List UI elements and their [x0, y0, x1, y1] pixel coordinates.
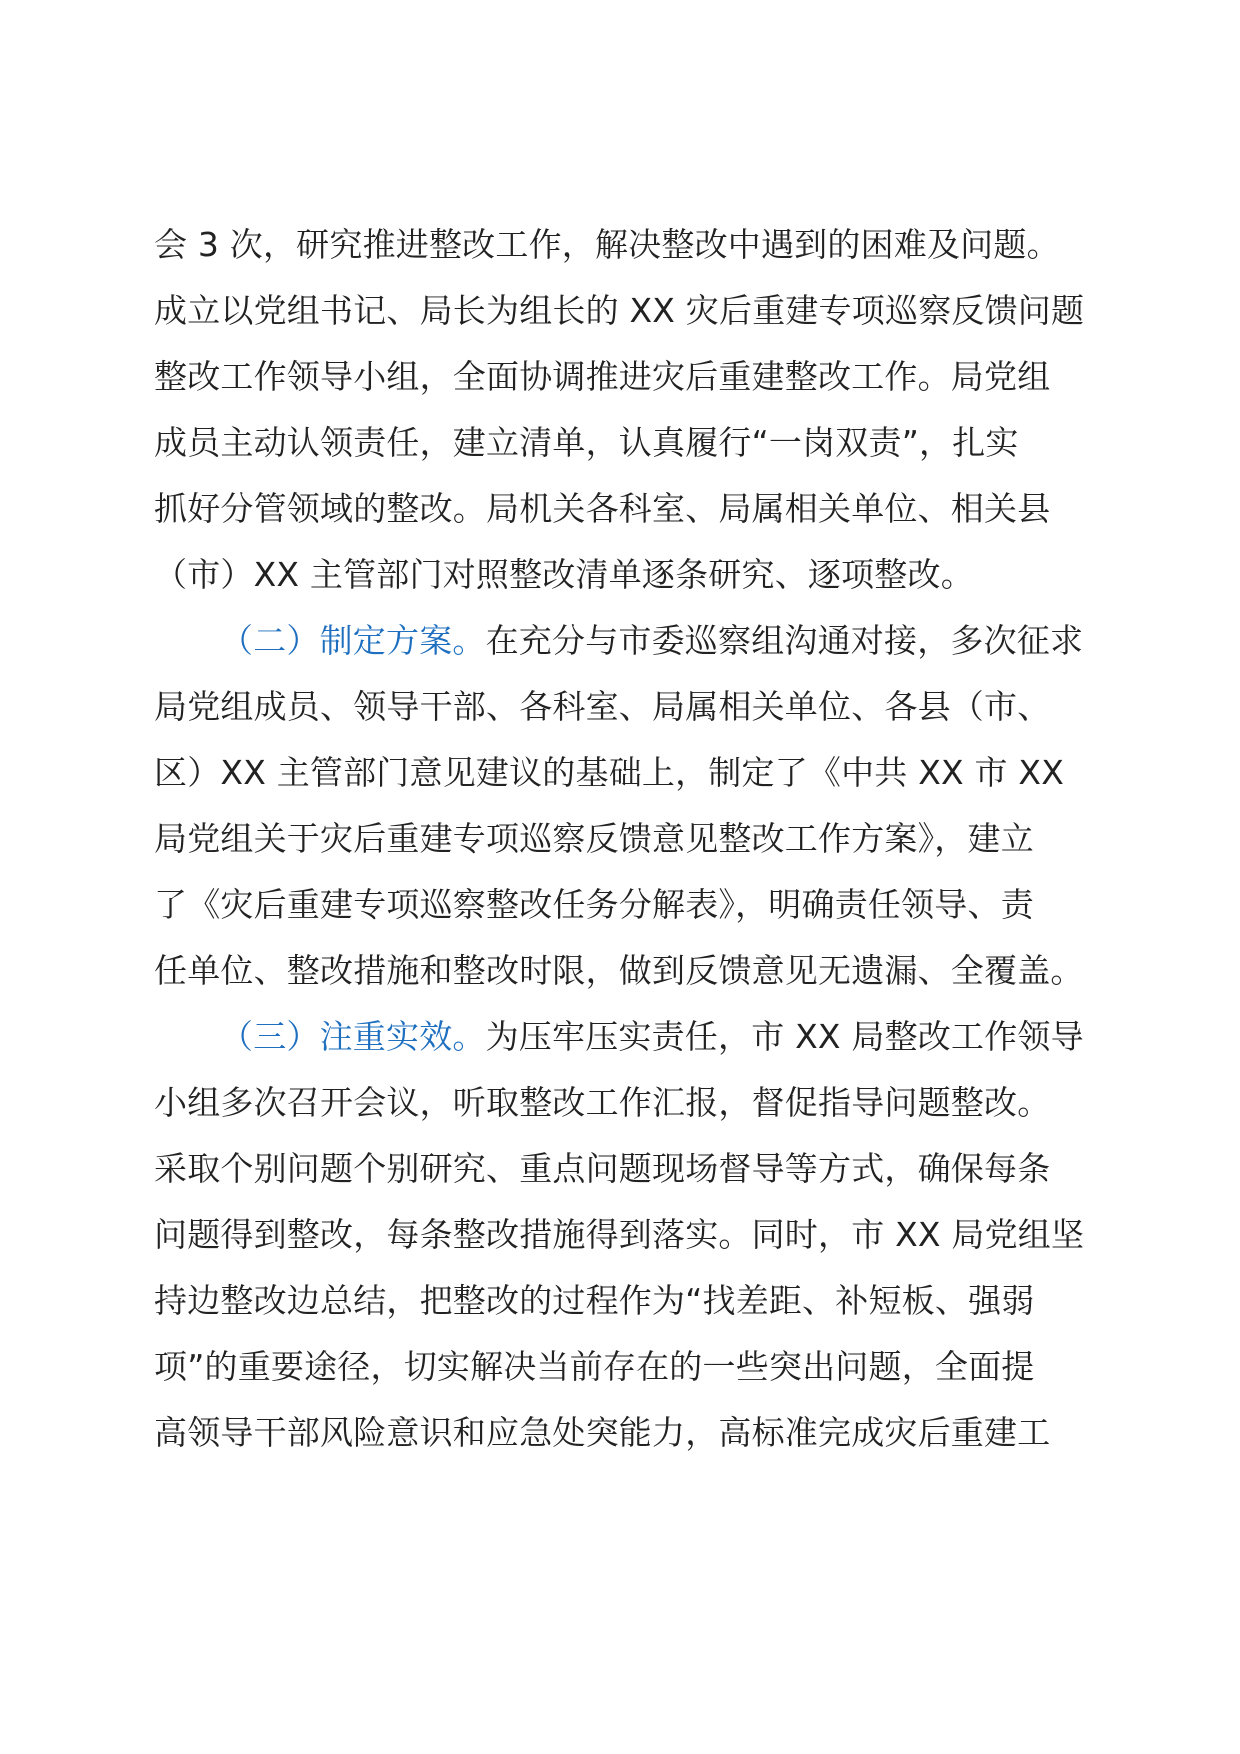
body-line: 了《灾后重建专项巡察整改任务分解表》，明确责任领导、责: [154, 885, 1034, 924]
body-line: 整改工作领导小组，全面协调推进灾后重建整改工作。局党组: [154, 357, 1051, 396]
section-2-first-line: [154, 608, 1094, 674]
body-line: 区）XX 主管部门意见建议的基础上，制定了《中共 XX 市 XX: [154, 753, 1065, 792]
body-line: （市）XX 主管部门对照整改清单逐条研究、逐项整改。: [154, 555, 974, 594]
body-line: 持边整改边总结，把整改的过程作为“找差距、补短板、强弱: [154, 1281, 1035, 1320]
section-2-text: 在充分与市委巡察组沟通对接，多次征求: [485, 621, 1084, 660]
body-line: 成立以党组书记、局长为组长的 XX 灾后重建专项巡察反馈问题: [154, 291, 1085, 330]
body-line: 成员主动认领责任，建立清单，认真履行“一岗双责”，扎实: [154, 423, 1019, 462]
body-line: 采取个别问题个别研究、重点问题现场督导等方式，确保每条: [154, 1149, 1051, 1188]
body-line: 高领导干部风险意识和应急处突能力，高标准完成灾后重建工: [154, 1413, 1051, 1452]
body-line: 问题得到整改，每条整改措施得到落实。同时，市 XX 局党组坚: [154, 1215, 1085, 1254]
body-line: 抓好分管领域的整改。局机关各科室、局属相关单位、相关县: [154, 489, 1051, 528]
section-3-first-line: [154, 1004, 1094, 1070]
section-2-heading: （二）制定方案。: [220, 621, 486, 660]
document-body: [154, 212, 1094, 1466]
body-line: 任单位、整改措施和整改时限，做到反馈意见无遗漏、全覆盖。: [154, 951, 1084, 990]
body-line: 小组多次召开会议，听取整改工作汇报，督促指导问题整改。: [154, 1083, 1051, 1122]
section-3-heading: （三）注重实效。: [220, 1017, 486, 1056]
section-3-text: 为压牢压实责任，市 XX 局整改工作领导: [485, 1017, 1084, 1056]
body-line: 局党组成员、领导干部、各科室、局属相关单位、各县（市、: [154, 687, 1051, 726]
body-line: 项”的重要途径，切实解决当前存在的一些突出问题，全面提: [154, 1347, 1035, 1386]
body-line: 会 3 次，研究推进整改工作，解决整改中遇到的困难及问题。: [154, 225, 1060, 264]
body-line: 局党组关于灾后重建专项巡察反馈意见整改工作方案》，建立: [154, 819, 1034, 858]
